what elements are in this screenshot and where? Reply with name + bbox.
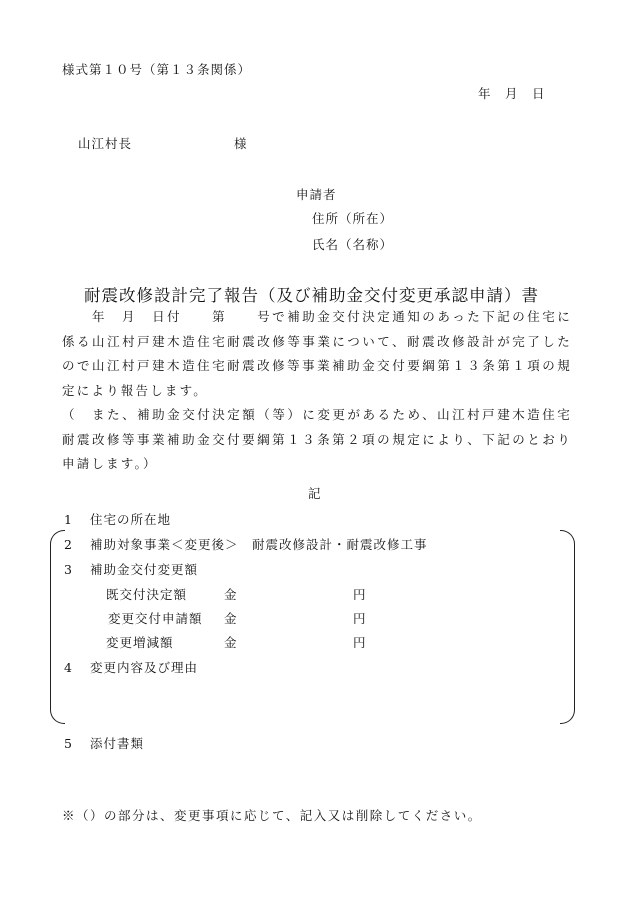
change-difference-amount-unit: 円 xyxy=(353,635,366,650)
item-number: 3 xyxy=(64,562,73,577)
change-application-amount-unit: 円 xyxy=(353,611,366,626)
date-line: 年 月 日 xyxy=(478,86,546,101)
applicant-label: 申請者 xyxy=(296,187,337,202)
item-house-location xyxy=(64,510,171,528)
honorific: 様 xyxy=(234,136,247,151)
item-subsidy-project xyxy=(64,535,428,553)
existing-decision-amount-unit: 円 xyxy=(353,587,366,602)
form-number: 様式第１０号（第１３条関係） xyxy=(62,62,252,77)
ki-heading: 記 xyxy=(308,486,321,501)
applicant-address-label: 住所（所在） xyxy=(312,211,394,226)
item-attachments xyxy=(64,734,144,752)
right-bracket xyxy=(560,530,575,724)
change-application-amount-prefix: 金 xyxy=(224,611,237,626)
existing-decision-amount-prefix: 金 xyxy=(224,587,237,602)
item-number: 4 xyxy=(64,660,73,675)
report-paragraph: 年 月 日付 第 号で補助金交付決定通知のあった下記の住宅に係る山江村戸建木造住宅耐震改修等事業について、耐震改修設計が完了したので山江村戸建木造住宅耐震改修等事業補助金交付要綱第１３条第１項の規定により報告します。 xyxy=(62,309,572,398)
item-label: 補助金交付変更額 xyxy=(90,562,199,577)
item-number: 5 xyxy=(64,736,73,751)
document-title: 耐震改修設計完了報告（及び補助金交付変更承認申請）書 xyxy=(84,286,539,305)
existing-decision-amount-label: 既交付決定額 xyxy=(106,587,188,602)
applicant-name-label: 氏名（名称） xyxy=(312,237,394,252)
item-label: 住宅の所在地 xyxy=(90,512,172,527)
change-difference-amount-prefix: 金 xyxy=(224,635,237,650)
addressee: 山江村長 xyxy=(78,136,133,151)
item-label: 補助対象事業＜変更後＞ 耐震改修設計・耐震改修工事 xyxy=(90,537,428,552)
item-number: 1 xyxy=(64,512,73,527)
item-label: 変更内容及び理由 xyxy=(90,660,199,675)
item-label: 添付書類 xyxy=(90,736,145,751)
change-difference-amount-label: 変更増減額 xyxy=(106,635,174,650)
footnote: ※（）の部分は、変更事項に応じて、記入又は削除してください。 xyxy=(62,808,482,823)
item-change-details xyxy=(64,658,198,676)
left-bracket xyxy=(50,530,65,724)
item-subsidy-change-amount xyxy=(64,560,198,578)
change-application-amount-label: 変更交付申請額 xyxy=(108,611,203,626)
item-number: 2 xyxy=(64,537,73,552)
change-request-paragraph: （ また、補助金交付決定額（等）に変更があるため、山江村戸建木造住宅耐震改修等事業補助金交付要綱第１３条第２項の規定により、下記のとおり申請します。） xyxy=(62,407,572,471)
